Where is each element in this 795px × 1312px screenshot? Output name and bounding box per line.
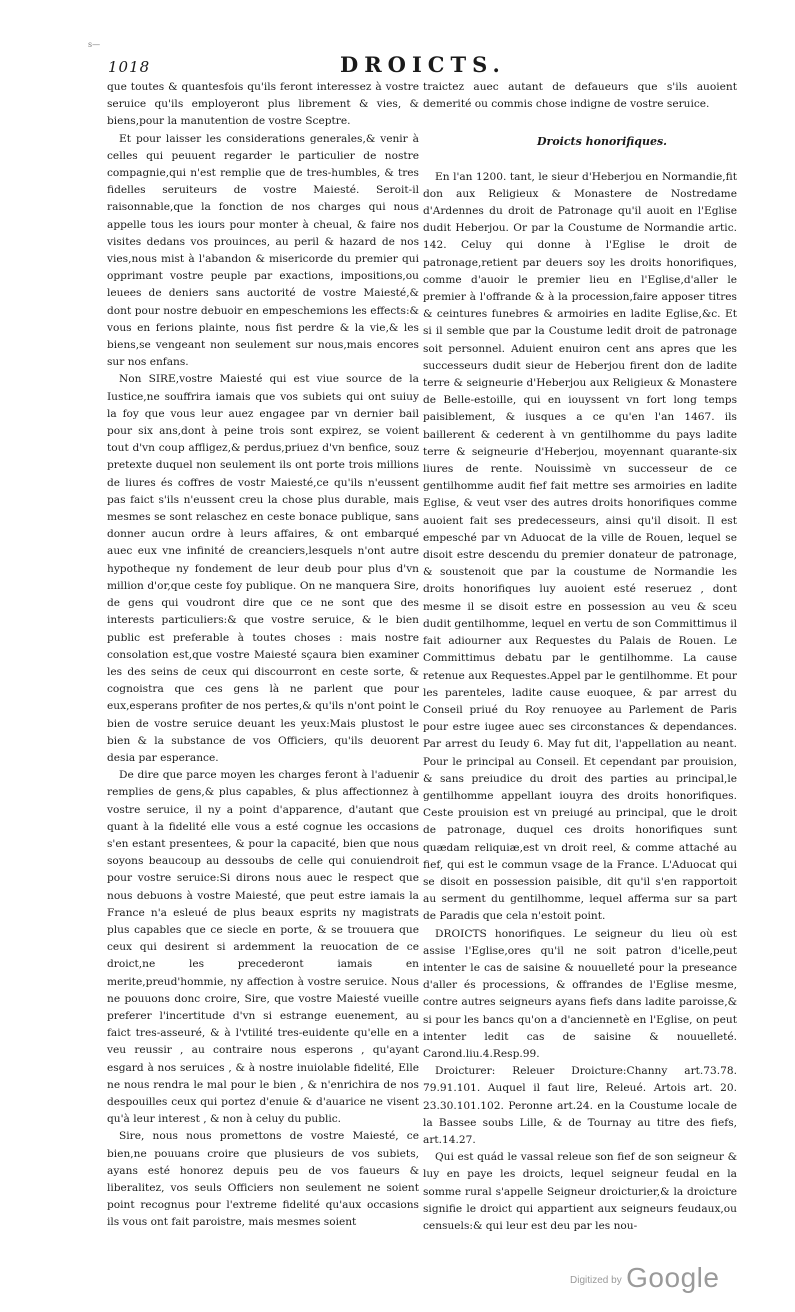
google-logo: Google xyxy=(626,1262,720,1293)
right-paragraph-4: Qui est quád le vassal releue son fief de son seigneur & luy en paye les droicts, lequel seigneur feudal en la somme rural s'appelle Seigneur droicturier,& la droicture signifie le droict qui appartient aux seigneurs feudaux,ou censuels:& qui leur est deu par les nou- xyxy=(423,1151,737,1232)
running-header-title: DROICTS. xyxy=(340,52,506,77)
digitized-watermark xyxy=(570,1262,719,1294)
left-paragraph-1: que toutes & quantesfois qu'ils feront interessez à vostre seruice qu'ils employeront plus librement & vies, & biens,pour la manutention de vostre Sceptre. xyxy=(107,81,419,128)
right-paragraph-3: Droicturer: Releuer Droicture:Channy art.73.78. 79.91.101. Auquel il faut lire, Releué. Artois art. 20. 23.30.101.102. Peronne art.24. en la Coustume locale de la Bassee soubs Lille, & de Tournay au titre des fiefs, art.14.27. xyxy=(423,1065,737,1146)
left-paragraph-3: Non SIRE,vostre Maiesté qui est viue source de la Iustice,ne souffrira iamais que vos subiets qui ont suiuy la foy que vous leur auez engagee par vn dernier bail pour six ans,dont à peine trois sont expirez, se voient tout d'vn coup affligez,& perdus,priuez d'vn benfice, souz pretexte duquel non seulement ils ont porte trois millions de liures és coffres de vostr Maiesté,ce qu'ils n'eussent pas faict s'ils n'eussent creu la chose plus durable, mais mesmes se sont relaschez en ceste bonace publique, sans donner aucun ordre à leurs affaires, & ont embarqué auec eux vne infinité de creanciers,lesquels n'ont autre hypotheque ny fondement de leur deub pour plus d'vn million d'or,que ceste foy publique. On ne manquera Sire, de gens qui voudront dire que ce ne sont que des interests particuliers:& que vostre seruice, & le bien public est preferable à toutes choses : mais nostre consolation est,que vostre Maiesté sçaura bien examiner les des seins de ceux qui discourront en ceste sorte, & cognoistra que ces gens là ne parlent que pour eux,esperans profiter de nos pertes,& qu'ils n'ont point le bien de vostre seruice deuant les yeux:Mais plustost le bien & la substance de vos Officiers, qu'ils deuorent desia par esperance. xyxy=(107,373,419,764)
section-title: Droicts honorifiques. xyxy=(536,135,667,149)
left-paragraph-5: Sire, nous nous promettons de vostre Maiesté, ce bien,ne pouuans croire que plusieurs de vos subiets, ayans esté honorez depuis peu de vos faueurs & liberalitez, vos seuls Officiers non seulement ne soient point recognus pour l'extreme fidelité qu'aux occasions ils vous ont fait paroistre, mais mesmes soient xyxy=(107,1130,419,1229)
digitized-by-label: Digitized by xyxy=(570,1275,622,1286)
right-paragraph-2: DROICTS honorifiques. Le seigneur du lieu où est assise l'Eglise,ores qu'il ne soit patron d'icelle,peut intenter le cas de saisine & nouuelleté pour la preseance d'aller és processions, & offrandes de l'Eglise mesme, contre autres seigneurs ayans fiefs dans ladite paroisse,& si pour les bancs qu'on a d'anciennetè en l'Eglise, on peut intenter ledit cas de saisine & nouuelleté. Carond.liu.4.Resp.99. xyxy=(423,927,737,1060)
right-paragraph-1: En l'an 1200. tant, le sieur d'Heberjou en Normandie,fit don aux Religieux & Monastere de Nostredame d'Ardennes du droit de Patronage qu'il auoit en l'Eglise dudit Heberjou. Or par la Coustume de Normandie artic. 142. Celuy qui donne à l'Eglise le droit de patronage,retient par deuers soy les droits honorifiques, comme d'auoir le premier lieu en l'Eglise,d'aller le premier à l'offrande & à la procession,faire apposer titres & ceintures funebres & armoiries en ladite Eglise,&c. Et si il semble que par la Coustume ledit droit de patronage soit personnel. Aduient enuiron cent ans apres que les successeurs dudit sieur de Heberjou firent don de ladite terre & seigneurie d'Heberjou aux Religieux & Monastere de Belle-estoille, qui en iouyssent vn fort long temps paisiblement, & iusques a ce qu'en l'an 1467. ils baillerent & cederent à vn gentilhomme du pays ladite terre & seigneurie d'Heberjou, moyennant quarante-six liures de rente. Nouissimè vn successeur de ce gentilhomme audit fief fait mettre ses armoiries en ladite Eglise, & veut vser des autres droits honorifiques comme auoient fait ses predecesseurs, ainsi qu'il disoit. Il est empesché par vn Aduocat de la ville de Rouen, lequel se disoit estre descendu du premier donateur de patronage, & soustenoit que par la coustume de Normandie les droits honorifiques luy auoient esté reseruez , dont mesme il se disoit estre en possession au veu & sceu dudit gentilhomme, lequel en vertu de son Committimus il fait adiourner aux Requestes du Palais de Rouen. Le Committimus debatu par le gentilhomme. La cause retenue aux Requestes.Appel par le gentilhomme. Et pour les parenteles, ladite cause euoquee, & par arrest du Conseil priué du Roy renuoyee au Parlement de Paris pour estre iugee auec ses circonstances & dependances. Par arrest du Ieudy 6. May fut dit, l'appellation au neant. Pour le principal au Conseil. Et cependant par prouision, & sans preiudice du droit des parties au principal,le gentilhomme appellant iouyra des droits honorifiques. Ceste prouision est vn preiugé au principal, que le droit de patronage, duquel ces droits honorifiques sunt quædam reliquiæ,est vn droit reel, & comme attaché au fief, qui est le commun vsage de la France. L'Aduocat qui se disoit en possession paisible, dit qu'il s'en rapportoit au serment du gentilhomme, lequel afferma sur sa part de Paradis que cela n'estoit point. xyxy=(423,170,737,923)
right-column xyxy=(423,79,737,1235)
left-paragraph-2: Et pour laisser les considerations generales,& venir à celles qui peuuent regarder le particulier de nostre compagnie,qui n'est remplie que de tres-humbles, & tres fidelles seruiteurs de vostre Maiesté. Seroit-il raisonnable,que la fonction de nos charges qui nous appelle tous les iours pour monter à cheual, & faire nos visites dedans vos prouinces, au peril & hazard de nos vies,nous mist à l'abandon & misericorde du premier qui opprimant vostre peuple par exactions, impositions,ou leuees de deniers sans auctorité de vostre Maiesté,& dont pour nostre debuoir en empeschemions les effects:& vous en ferions plainte, nous fist perdre & la vie,& les biens,se vengeant non seulement sur nous,mais encores sur nos enfans. xyxy=(107,132,419,369)
right-continuation: traictez auec autant de defaueurs que s'ils auoient demerité ou commis chose indigne de vostre seruice. xyxy=(423,81,737,111)
left-paragraph-4: De dire que parce moyen les charges feront à l'aduenir remplies de gens,& plus capables, & plus affectionnez à vostre seruice, il ny a point d'apparence, d'autant que quant à la fidelité elle vous a esté cognue les occasions s'en estant presentees, & pour la capacité, bien que nous soyons beaucoup au dessoubs de celle qui conuiendroit pour vostre seruice:Si dirons nous auec le respect que nous debuons à vostre Maiesté, que peut estre iamais la France n'a esleué de plus beaux esprits ny magistrats plus capables que ce siecle en porte, & se trouuera que ceux qui desirent si ardemment la reuocation de ce droict,ne les precederont iamais en merite,preud'hommie, ny affection à vostre seruice. Nous ne pouuons donc croire, Sire, que vostre Maiesté vueille preferer l'incertitude d'vn si estrange euenement, au faict tres-asseuré, & à l'vtilité tres-euidente qu'elle en a veu reussir , au contraire nous esperons , qu'ayant esgard à nos seruices , & à nostre inuiolable fidelité, Elle ne nous rendra le mal pour le bien , & n'enrichira de nos despouilles ceux qui portez d'enuie & d'auarice ne visent qu'à leur interest , & non à celuy du public. xyxy=(107,769,419,1126)
left-column xyxy=(107,79,419,1232)
corner-mark: s— xyxy=(88,40,101,49)
page-number: 1018 xyxy=(108,58,151,76)
